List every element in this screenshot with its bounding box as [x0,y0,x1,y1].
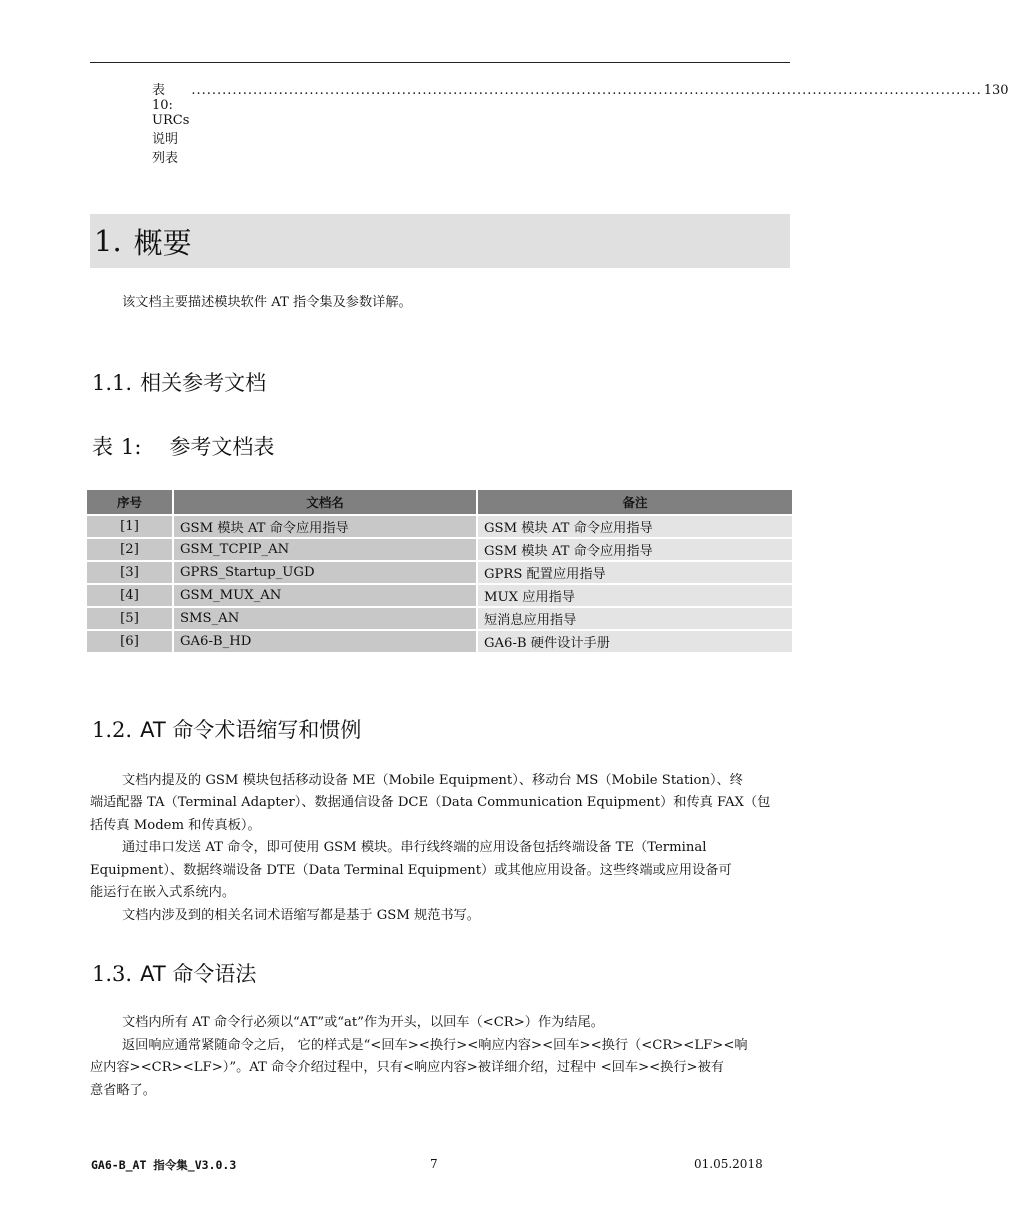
row-index: [4] [86,584,173,607]
s13-p1-line1: 文档内所有 AT 命令行必须以“AT”或“at”作为开头，以回车（<CR>）作为结尾。 [122,1015,604,1030]
row-docname: SMS_AN [173,607,477,630]
row-remark: GA6-B 硬件设计手册 [477,630,793,653]
table-row [86,538,793,561]
row-remark: GPRS 配置应用指导 [477,561,793,584]
row-docname: GA6-B_HD [173,630,477,653]
toc-label: 表 10: URCs 说明列表 [152,83,190,166]
table-header-row [86,489,793,515]
section-1-intro: 该文档主要描述模块软件 AT 指令集及参数详解。 [122,295,412,310]
s13-p2-line2: 应内容><CR><LF>）”。AT 命令介绍过程中，只有<响应内容>被详细介绍，过程中 <回车><换行>被有 [90,1060,724,1075]
s12-p1-line2: 端适配器 TA（Terminal Adapter）、数据通信设备 DCE（Data Communication Equipment）和传真 FAX（包 [90,795,771,810]
row-docname: GSM_TCPIP_AN [173,538,477,561]
footer-page-number: 7 [430,1157,438,1171]
header-rule [90,62,790,63]
row-remark: GSM 模块 AT 命令应用指导 [477,515,793,538]
row-remark: 短消息应用指导 [477,607,793,630]
footer-doc-name: GA6-B_AT 指令集_V3.0.3 [91,1158,237,1172]
col-header-index: 序号 [86,489,173,515]
row-index: [1] [86,515,173,538]
col-header-docname: 文档名 [173,489,477,515]
row-index: [2] [86,538,173,561]
section-1-2-number: 1.2. [92,718,133,742]
toc-page: 130 [983,83,1009,98]
s13-p2-line1: 返回响应通常紧随命令之后， 它的样式是“<回车><换行><响应内容><回车><换行（<CR><LF><响 [122,1038,748,1053]
s12-p2-line2: Equipment）、数据终端设备 DTE（Data Terminal Equipment）或其他应用设备。这些终端或应用设备可 [90,863,732,878]
section-1-heading [90,214,790,268]
s12-p1-line1: 文档内提及的 GSM 模块包括移动设备 ME（Mobile Equipment）、移动台 MS（Mobile Station）、终 [122,773,743,788]
table-row [86,561,793,584]
s12-p2-line1: 通过串口发送 AT 命令，即可使用 GSM 模块。串行线终端的应用设备包括终端设备 TE（Terminal [122,840,707,855]
table-1-caption [92,431,274,461]
row-remark: GSM 模块 AT 命令应用指导 [477,538,793,561]
section-1-number: 1. [94,224,122,258]
table-row [86,515,793,538]
s12-p3-line1: 文档内涉及到的相关名词术语缩写都是基于 GSM 规范书写。 [122,908,480,923]
table-row [86,630,793,653]
row-index: [6] [86,630,173,653]
row-index: [5] [86,607,173,630]
row-index: [3] [86,561,173,584]
table-row [86,584,793,607]
table-1-caption-number: 1: [121,435,142,459]
section-1-1-heading [92,367,266,397]
section-1-2-heading [92,714,361,744]
col-header-remark: 备注 [477,489,793,515]
table-1-caption-prefix: 表 [92,435,113,459]
reference-docs-table [85,488,794,654]
footer-date: 01.05.2018 [694,1157,763,1171]
section-1-1-number: 1.1. [92,371,133,395]
table-1-caption-title: 参考文档表 [169,435,275,459]
row-docname: GSM_MUX_AN [173,584,477,607]
s13-p2-line3: 意省略了。 [90,1083,156,1098]
s12-p2-line3: 能运行在嵌入式系统内。 [90,885,236,900]
toc-leader: .......................................................................................................................................................... [191,83,982,98]
row-docname: GSM 模块 AT 命令应用指导 [173,515,477,538]
section-1-3-number: 1.3. [92,962,133,986]
section-1-2-title: AT 命令术语缩写和惯例 [140,718,362,742]
section-1-1-title: 相关参考文档 [140,371,267,395]
section-1-3-title: AT 命令语法 [140,962,257,986]
s12-p1-line3: 括传真 Modem 和传真板）。 [90,818,261,833]
row-remark: MUX 应用指导 [477,584,793,607]
row-docname: GPRS_Startup_UGD [173,561,477,584]
section-1-title: 概要 [133,225,192,260]
table-row [86,607,793,630]
toc-entry[interactable] [152,79,1009,166]
section-1-3-heading [92,958,256,988]
